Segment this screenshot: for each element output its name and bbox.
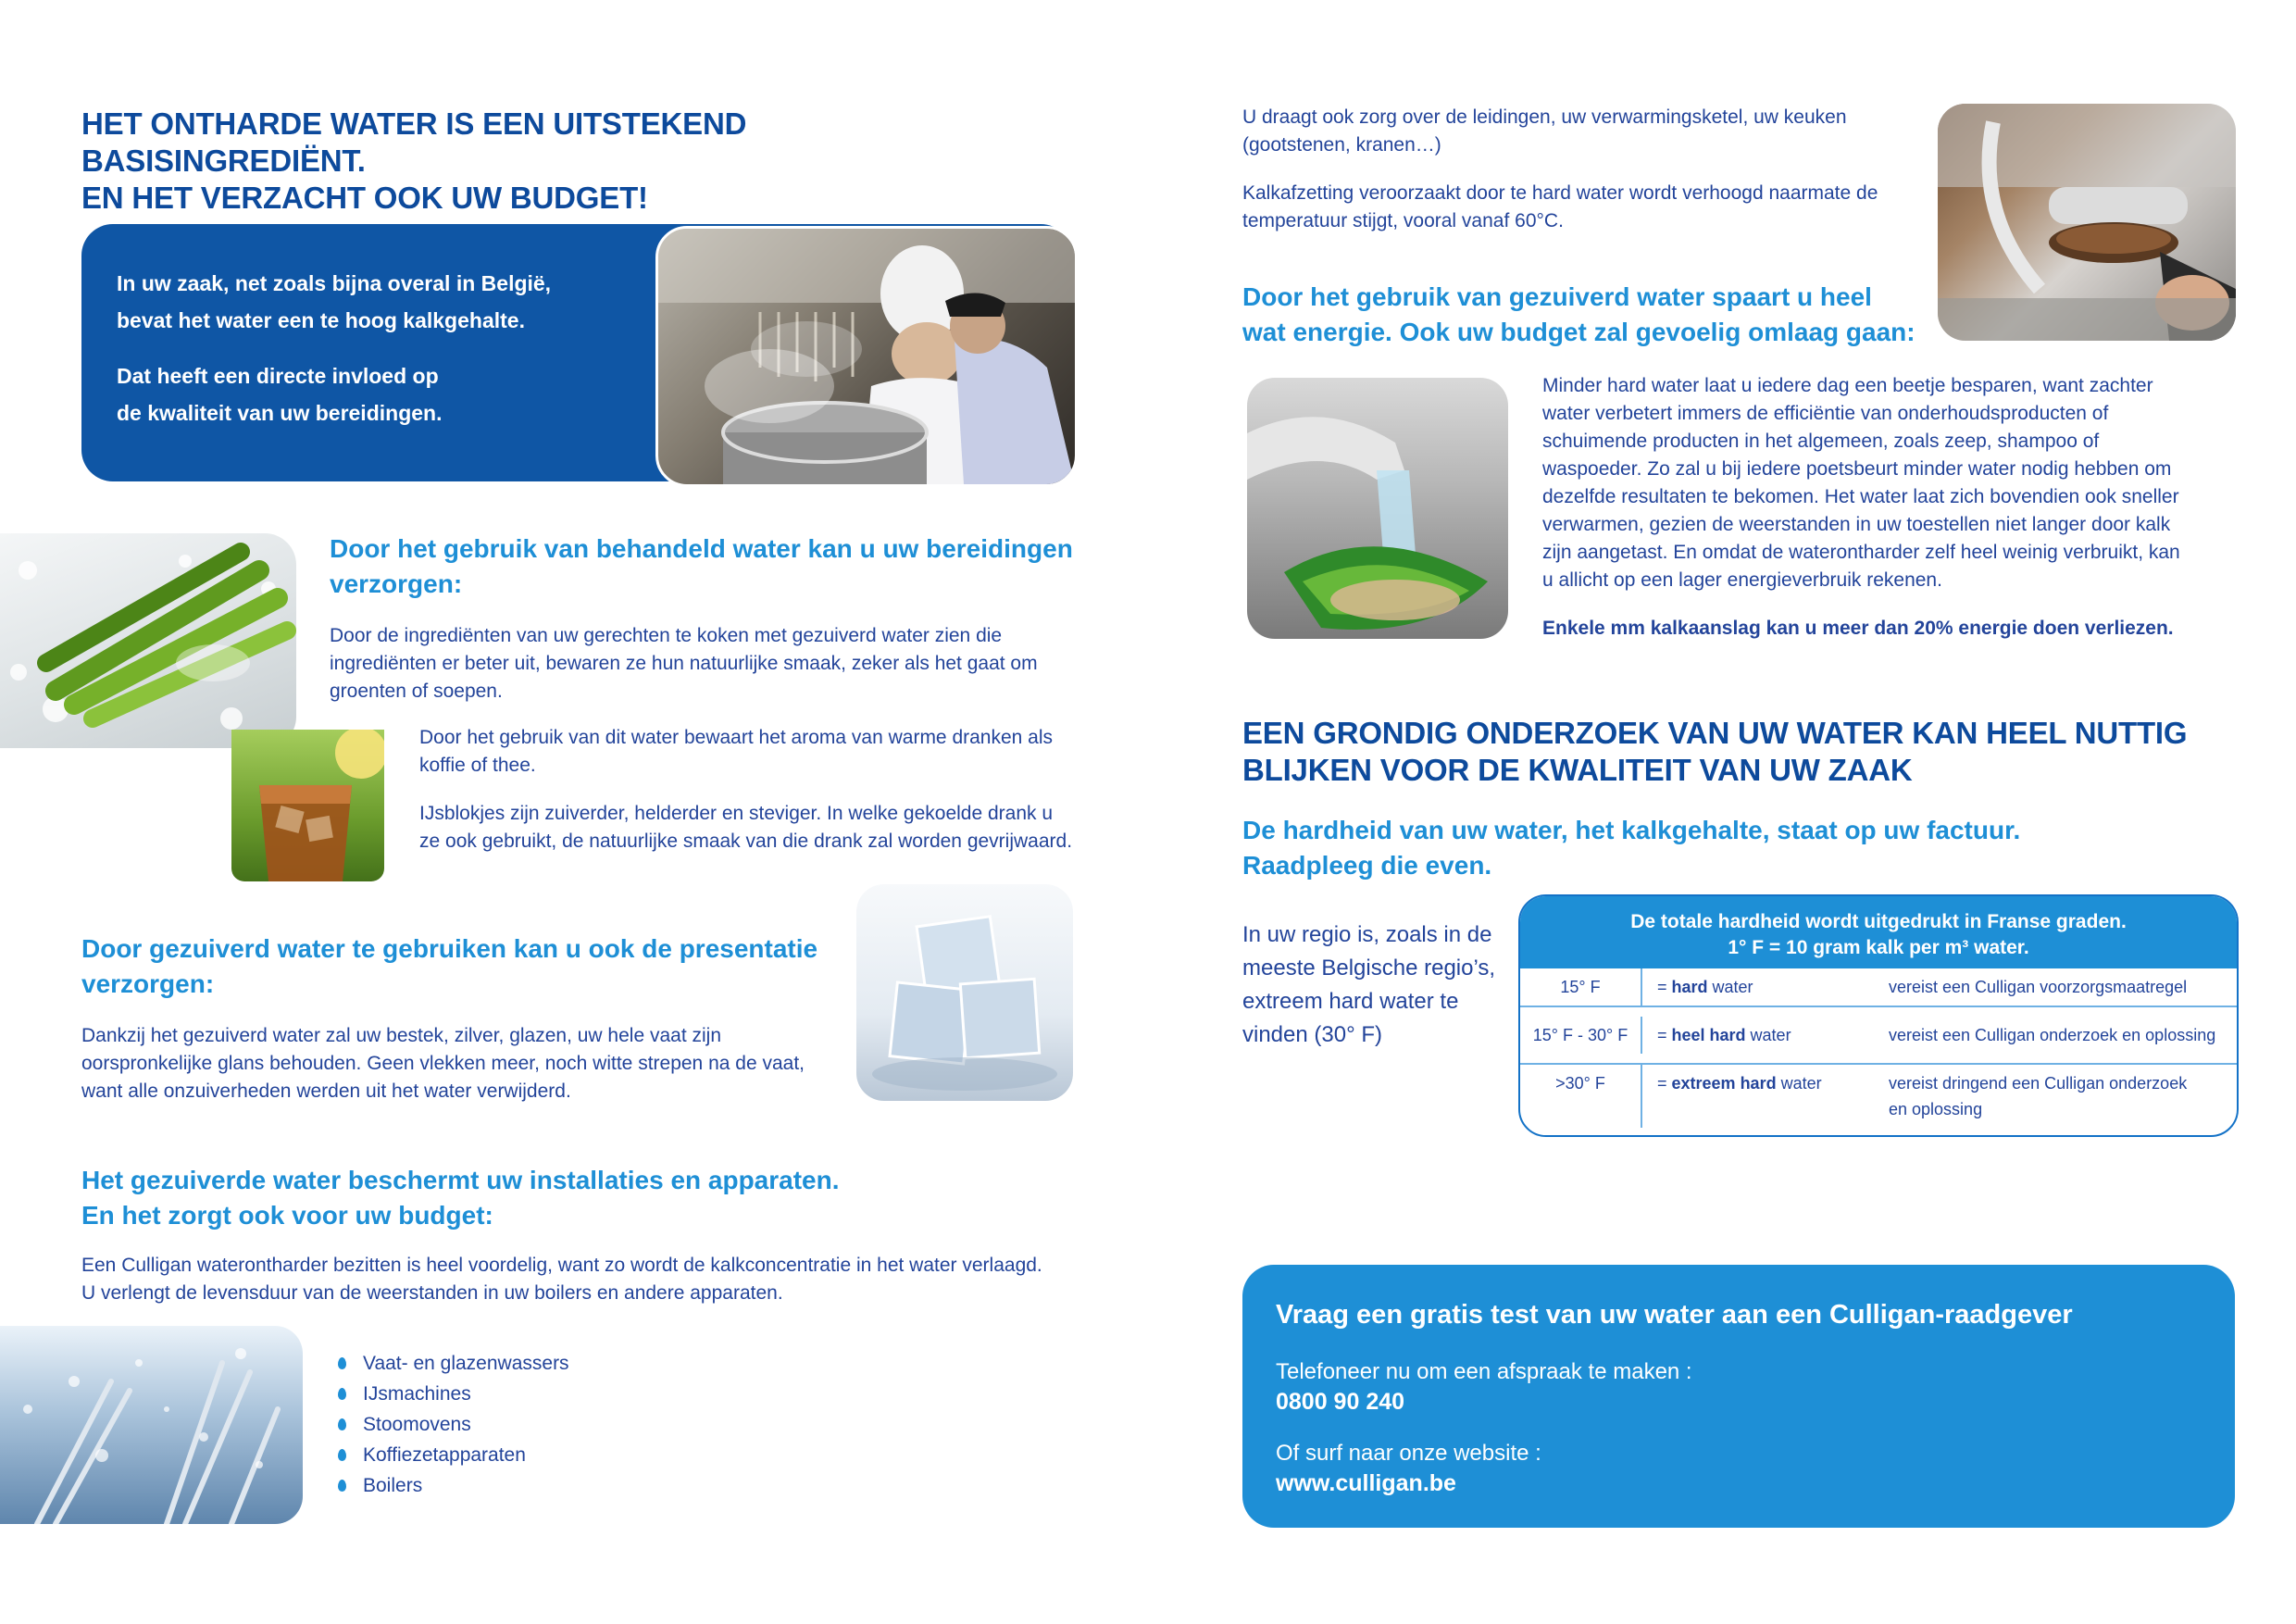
row-suffix: water — [1745, 1026, 1791, 1044]
table-row — [1520, 1006, 2237, 1063]
row-suffix: water — [1776, 1074, 1822, 1093]
cta-phone-number[interactable]: 0800 90 240 — [1276, 1389, 1405, 1415]
list-item — [338, 1409, 801, 1440]
row-bold: extreem hard — [1671, 1074, 1777, 1093]
region-text — [1242, 918, 1502, 1052]
row-classification — [1642, 1065, 1889, 1128]
list-item-label: Vaat- en glazenwassers — [363, 1353, 569, 1374]
list-item-label: Boilers — [363, 1475, 423, 1496]
energy-paragraph — [1542, 372, 2190, 663]
section1-heading-line1: Door het gebruik van behandeld water kan u uw bereidingen — [330, 534, 1073, 563]
iced-tea-illustration — [231, 730, 384, 881]
cta-website-link[interactable]: www.culligan.be — [1276, 1470, 1456, 1496]
row-advice: vereist een Culligan onderzoek en oplossing — [1889, 1026, 2216, 1044]
row-eq: = — [1657, 1074, 1672, 1093]
droplet-icon — [338, 1388, 346, 1400]
section1-p2-text: Door het gebruik van dit water bewaart het aroma van warme dranken als koffie of thee. — [419, 727, 1054, 776]
section2-heading-line2: verzorgen: — [81, 969, 215, 998]
row-advice: vereist een Culligan voorzorgsmaatregel — [1889, 978, 2188, 996]
ice-cubes-photo — [856, 884, 1073, 1101]
row-classification — [1642, 968, 1889, 1006]
section3-p1-text: Een Culligan waterontharder bezitten is heel voordelig, want zo wordt de kalkconcentratie in het water verlaagd. U verlengt de levensduur van de weerstanden in uw boilers en andere apparaten. — [81, 1255, 1042, 1304]
cta-phone-label: Telefoneer nu om een afspraak te maken : — [1276, 1359, 1692, 1384]
row-range: 15° F - 30° F — [1520, 1017, 1642, 1054]
main-heading-line2: EN HET VERZACHT OOK UW BUDGET! — [81, 181, 648, 215]
kitchen-chefs-photo — [655, 226, 1078, 487]
row-classification — [1642, 1017, 1889, 1054]
right-top-p2: Kalkafzetting veroorzaakt door te hard water wordt verhoogd naarmate de temperatuur stijgt, vooral vanaf 60°C. — [1242, 182, 1878, 231]
list-item — [338, 1379, 801, 1409]
intro-line3: Dat heeft een directe invloed op — [117, 364, 439, 388]
row-eq: = — [1657, 1026, 1672, 1044]
row-range: 15° F — [1520, 968, 1642, 1006]
research-subheading — [1242, 813, 2224, 883]
droplet-icon — [338, 1418, 346, 1430]
hardness-table-body — [1520, 968, 2237, 1135]
main-heading — [81, 106, 1007, 217]
contact-cta-box — [1242, 1265, 2235, 1528]
section2-paragraph — [81, 1022, 822, 1106]
row-eq: = — [1657, 978, 1672, 996]
right-top-text — [1242, 104, 1909, 256]
research-heading-line1: EEN GRONDIG ONDERZOEK VAN UW WATER KAN HEEL NUTTIG — [1242, 716, 2188, 750]
list-item-label: Stoomovens — [363, 1414, 471, 1435]
droplet-icon — [338, 1357, 346, 1369]
table-row — [1520, 968, 2237, 1006]
section2-heading-line1: Door gezuiverd water te gebruiken kan u ook de presentatie — [81, 934, 818, 963]
appliance-list — [338, 1348, 801, 1501]
energy-heading — [1242, 280, 1946, 350]
section2-heading — [81, 931, 859, 1002]
section3-heading-line2: En het zorgt ook voor uw budget: — [81, 1201, 493, 1230]
section1-heading-line2: verzorgen: — [330, 569, 463, 598]
research-heading — [1242, 715, 2224, 789]
row-bold: heel hard — [1671, 1026, 1746, 1044]
section1-p1-text: Door de ingrediënten van uw gerechten te koken met gezuiverd water zien die ingrediënten er beter uit, bewaren ze hun natuurlijke smaak, zeker als het gaat om groenten of soepen. — [330, 625, 1038, 702]
row-range: >30° F — [1520, 1065, 1642, 1128]
droplet-icon — [338, 1480, 346, 1492]
energy-heading-line1: Door het gebruik van gezuiverd water spaart u heel — [1242, 282, 1872, 311]
list-item — [338, 1470, 801, 1501]
tap-water-photo — [1247, 378, 1508, 639]
droplet-icon — [338, 1449, 346, 1461]
section1-p3-text: IJsblokjes zijn zuiverder, helderder en steviger. In welke gekoelde drank u ze ook gebruikt, de natuurlijke smaak van die drank zal worden gevrijwaard. — [419, 803, 1073, 852]
row-bold: hard — [1671, 978, 1708, 996]
intro-line4: de kwaliteit van uw bereidingen. — [117, 401, 443, 425]
cta-web-label: Of surf naar onze website : — [1276, 1441, 1541, 1466]
region-text-content: In uw regio is, zoals in de meeste Belgische regio’s, extreem hard water te vinden (30° F) — [1242, 922, 1496, 1047]
intro-line2: bevat het water een te hoog kalkgehalte. — [117, 308, 525, 332]
section3-paragraph — [81, 1252, 1044, 1307]
energy-p1-text: Minder hard water laat u iedere dag een beetje besparen, want zachter water verbetert immers de efficiëntie van onderhoudsproducten of schuimende producten in het algemeen, zoals zeep, shampoo of waspoeder. Zo zal u bij iedere poetsbeurt minder water nodig hebben om dezelfde resultaten te bekomen. Het water laat zich bovendien ook sneller verwarmen, gezien de weerstanden in uw toestellen niet langer door kalk zijn aangetast. En omdat de waterontharder zelf heel weinig verbruikt, kan u allicht op een lager energieverbruik rekenen. — [1542, 375, 2180, 591]
main-heading-line1: HET ONTHARDE WATER IS EEN UITSTEKEND BASISINGREDIËNT. — [81, 106, 747, 178]
table-head-line2: 1° F = 10 gram kalk per m³ water. — [1728, 937, 2029, 958]
row-advice: vereist dringend een Culligan onderzoek en oplossing — [1889, 1074, 2188, 1118]
energy-highlight: Enkele mm kalkaanslag kan u meer dan 20% energie doen verliezen. — [1542, 618, 2174, 639]
section1-heading — [330, 531, 1107, 602]
list-item — [338, 1440, 801, 1470]
research-sub-line2: Raadpleeg die even. — [1242, 851, 1492, 880]
section1-paragraph1 — [330, 622, 1070, 706]
section2-p1-text: Dankzij het gezuiverd water zal uw bestek, zilver, glazen, uw hele vaat zijn oorspronkelijke glans behouden. Geen vlekken meer, noch witte strepen na de vaat, want alle onzuiverheden werden uit het water verwijderd. — [81, 1025, 805, 1102]
espresso-machine-photo — [1938, 104, 2236, 341]
cutlery-illustration — [0, 1326, 303, 1524]
asparagus-photo — [0, 533, 296, 748]
cutlery-photo — [0, 1326, 303, 1524]
hardness-table-header — [1520, 896, 2237, 968]
right-top-p1: U draagt ook zorg over de leidingen, uw verwarmingsketel, uw keuken (gootstenen, kranen…) — [1242, 106, 1847, 156]
asparagus-illustration — [0, 533, 296, 748]
research-heading-line2: BLIJKEN VOOR DE KWALITEIT VAN UW ZAAK — [1242, 753, 1913, 787]
espresso-illustration — [1938, 104, 2236, 341]
section1-paragraph2 — [419, 724, 1077, 876]
row-suffix: water — [1707, 978, 1753, 996]
table-row — [1520, 1063, 2237, 1135]
list-item-label: Koffiezetapparaten — [363, 1444, 526, 1466]
iced-tea-photo — [231, 730, 384, 881]
energy-heading-line2: wat energie. Ook uw budget zal gevoelig omlaag gaan: — [1242, 318, 1915, 346]
kitchen-illustration — [658, 229, 1075, 484]
tap-illustration — [1247, 378, 1508, 639]
cta-title: Vraag een gratis test van uw water aan een Culligan-raadgever — [1276, 1300, 2073, 1330]
research-sub-line1: De hardheid van uw water, het kalkgehalte, staat op uw factuur. — [1242, 816, 2021, 844]
section3-heading — [81, 1163, 1007, 1233]
ice-cubes-illustration — [856, 884, 1073, 1101]
list-item — [338, 1348, 801, 1379]
list-item-label: IJsmachines — [363, 1383, 471, 1405]
intro-line1: In uw zaak, net zoals bijna overal in België, — [117, 271, 552, 295]
hardness-table — [1518, 894, 2239, 1137]
section3-heading-line1: Het gezuiverde water beschermt uw installaties en apparaten. — [81, 1166, 840, 1194]
table-head-line1: De totale hardheid wordt uitgedrukt in Franse graden. — [1630, 911, 2127, 932]
